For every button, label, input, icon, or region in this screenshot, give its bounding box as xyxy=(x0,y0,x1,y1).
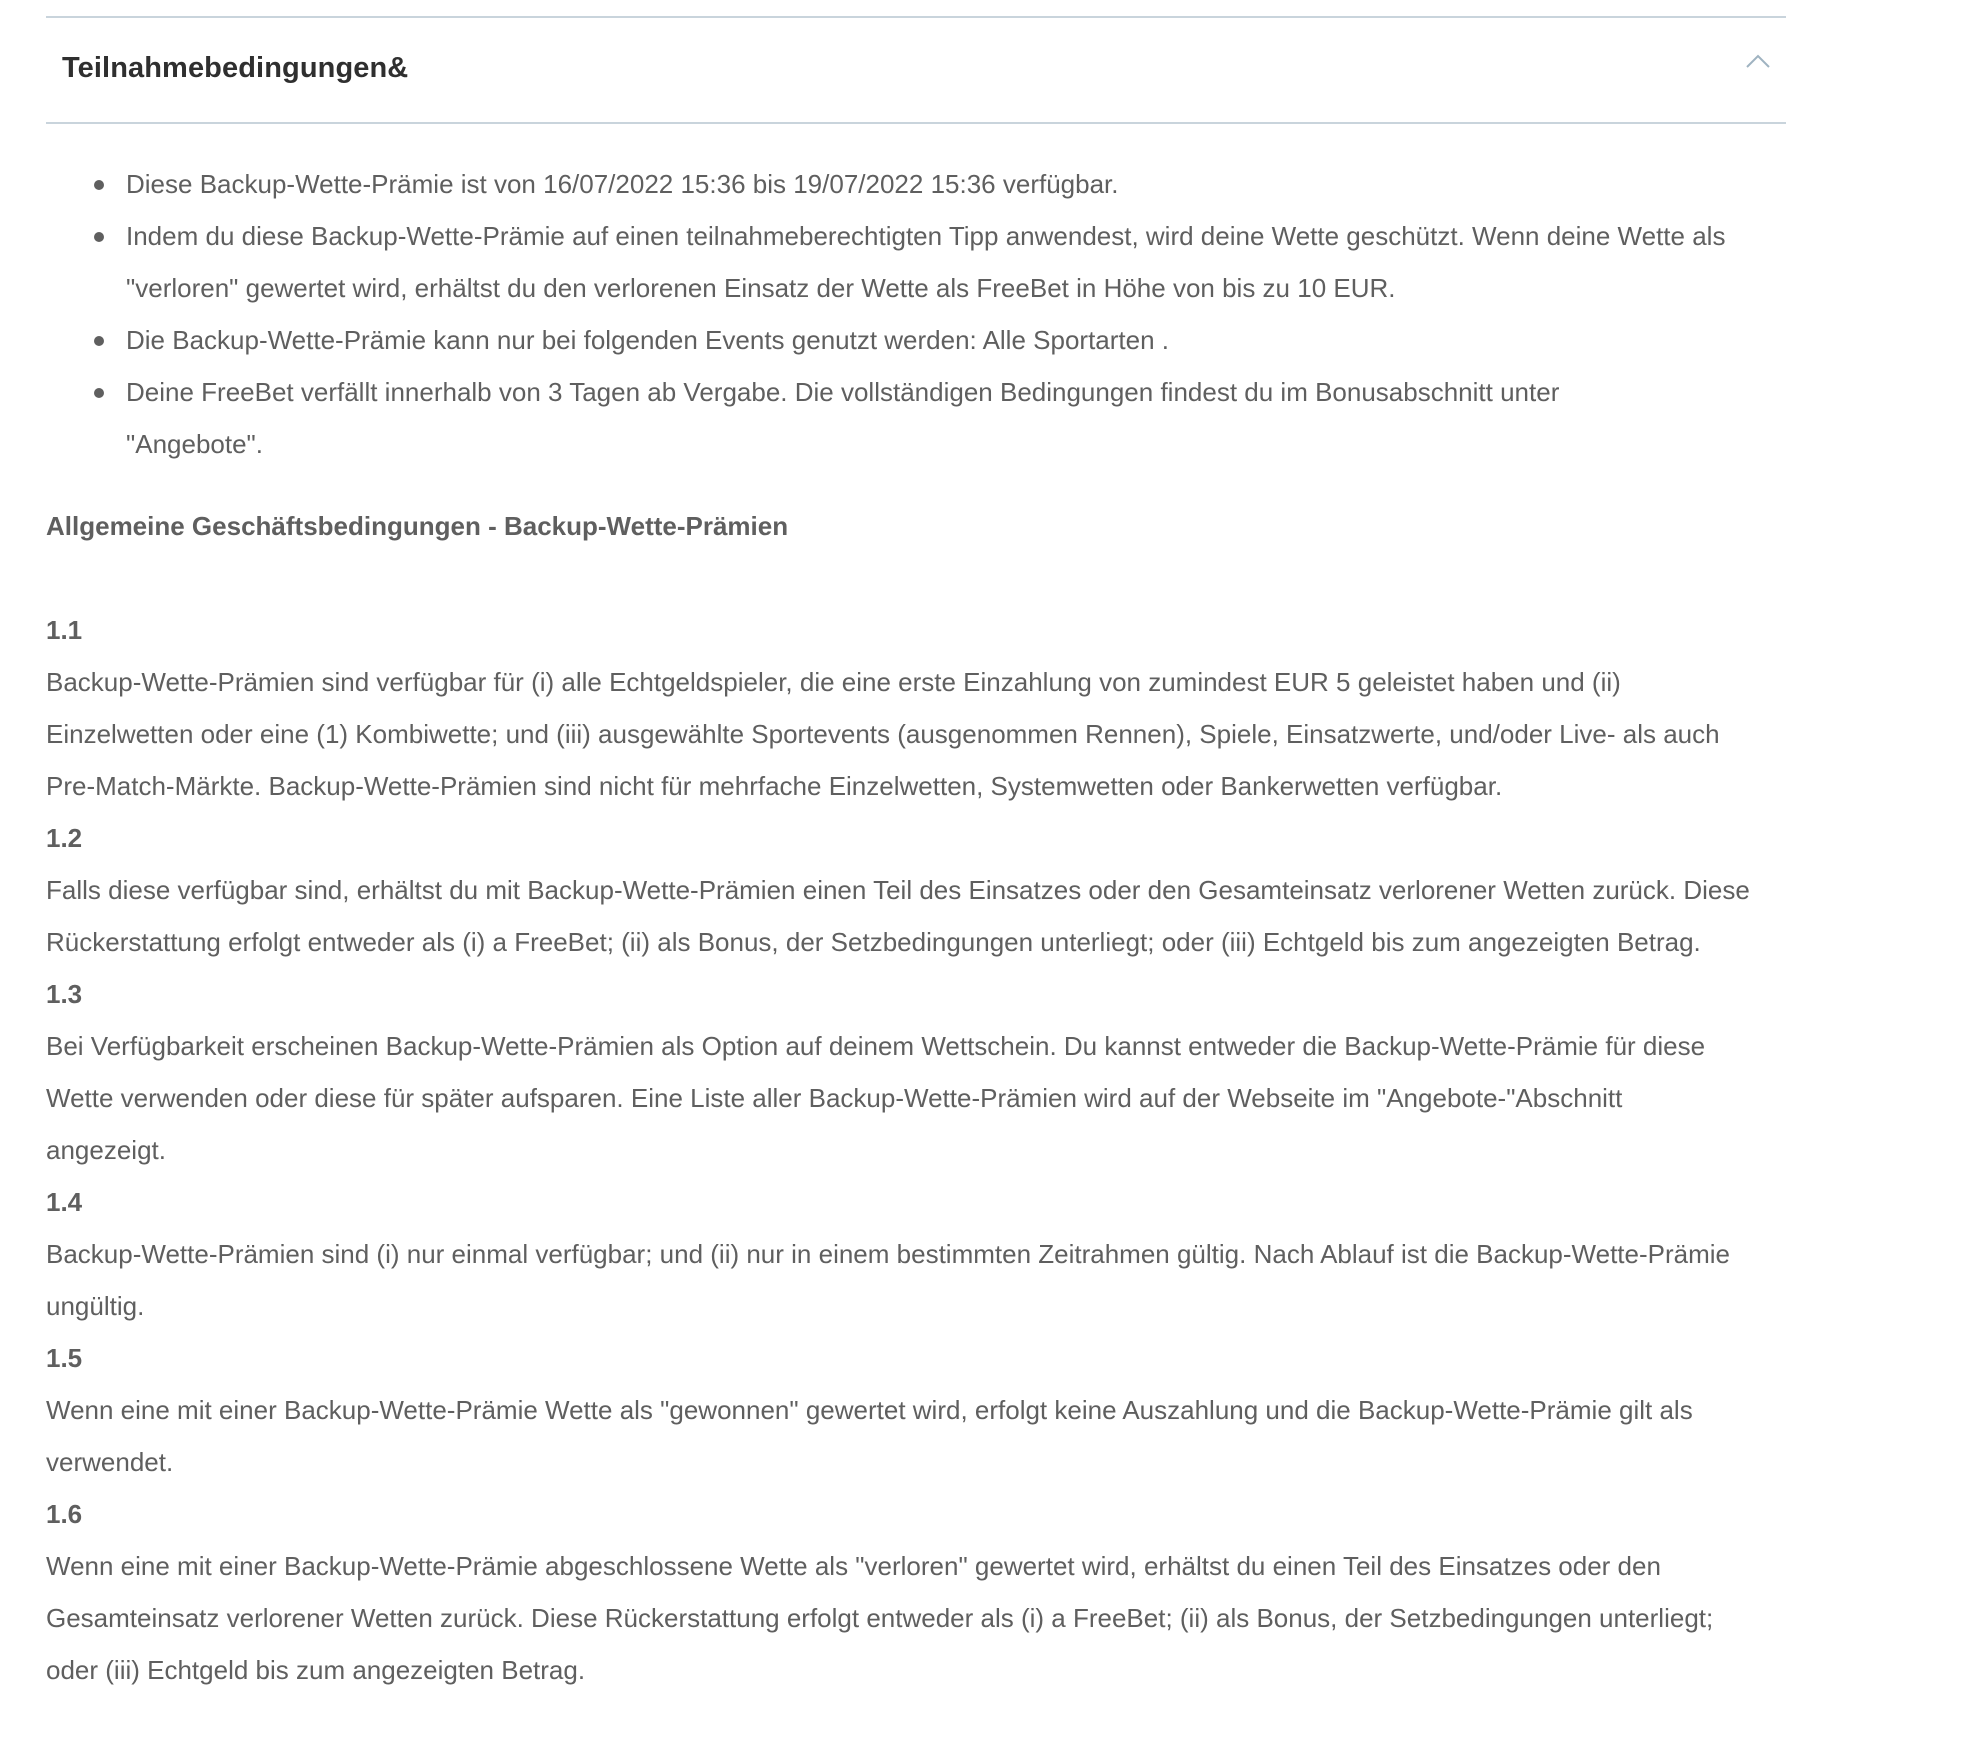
bullet-icon xyxy=(94,388,104,398)
bullet-text: Indem du diese Backup-Wette-Prämie auf einen teilnahmeberechtigten Tipp anwendest, wird deine Wette geschützt. Wenn deine Wette als "verloren" gewertet wird, erhältst du den verlorenen Einsatz der Wette als FreeBet in Höhe von bis zu 10 EUR. xyxy=(126,221,1726,303)
bullet-icon xyxy=(94,232,104,242)
clause-text: Bei Verfügbarkeit erscheinen Backup-Wette-Prämien als Option auf deinem Wettschein. Du kannst entweder die Backup-Wette-Prämie für diese Wette verwenden oder diese für später aufsparen. Eine Liste aller Backup-Wette-Prämien wird auf der Webseite im "Angebote-"Abschnitt angezeigt. xyxy=(46,1031,1706,1165)
accordion-title: Teilnahmebedingungen& xyxy=(62,52,409,84)
clause xyxy=(46,968,1786,1176)
chevron-up-icon[interactable] xyxy=(1744,48,1772,76)
clause xyxy=(46,604,1786,812)
clause-number: 1.1 xyxy=(46,615,83,645)
clause-number: 1.5 xyxy=(46,1343,83,1373)
clause-number: 1.6 xyxy=(46,1499,83,1529)
clause-text: Wenn eine mit einer Backup-Wette-Prämie abgeschlossene Wette als "verloren" gewertet wird, erhältst du einen Teil des Einsatzes oder den Gesamteinsatz verlorener Wetten zurück. Diese Rückerstattung erfolgt entweder als (i) a FreeBet; (ii) als Bonus, der Setzbedingungen unterliegt; oder (iii) Echtgeld bis zum angezeigten Betrag. xyxy=(46,1551,1714,1685)
accordion-content xyxy=(46,158,1786,1696)
clause-text: Backup-Wette-Prämien sind verfügbar für (i) alle Echtgeldspieler, die eine erste Einzahlung von zumindest EUR 5 geleistet haben und (ii) Einzelwetten oder eine (1) Kombiwette; und (iii) ausgewählte Sportevents (ausgenommen Rennen), Spiele, Einsatzwerte, und/oder Live- als auch Pre-Match-Märkte. Backup-Wette-Prämien sind nicht für mehrfache Einzelwetten, Systemwetten oder Bankerwetten verfügbar. xyxy=(46,667,1720,801)
bullet-list xyxy=(46,158,1786,470)
terms-heading: Allgemeine Geschäftsbedingungen - Backup-Wette-Prämien xyxy=(46,511,789,541)
clause xyxy=(46,1332,1786,1488)
clause-number: 1.2 xyxy=(46,823,83,853)
list-item xyxy=(46,158,1786,210)
clause-text: Falls diese verfügbar sind, erhältst du mit Backup-Wette-Prämien einen Teil des Einsatzes oder den Gesamteinsatz verlorener Wetten zurück. Diese Rückerstattung erfolgt entweder als (i) a FreeBet; (ii) als Bonus, der Setzbedingungen unterliegt; oder (iii) Echtgeld bis zum angezeigten Betrag. xyxy=(46,875,1750,957)
clause-number: 1.3 xyxy=(46,979,83,1009)
clause-number: 1.4 xyxy=(46,1187,83,1217)
clause-text: Wenn eine mit einer Backup-Wette-Prämie Wette als "gewonnen" gewertet wird, erfolgt keine Auszahlung und die Backup-Wette-Prämie gilt als verwendet. xyxy=(46,1395,1693,1477)
bullet-icon xyxy=(94,180,104,190)
clause xyxy=(46,1488,1786,1696)
list-item xyxy=(46,366,1786,470)
clause-text: Backup-Wette-Prämien sind (i) nur einmal verfügbar; und (ii) nur in einem bestimmten Zeitrahmen gültig. Nach Ablauf ist die Backup-Wette-Prämie ungültig. xyxy=(46,1239,1730,1321)
clause xyxy=(46,812,1786,968)
list-item xyxy=(46,314,1786,366)
list-item xyxy=(46,210,1786,314)
accordion-header-toggle[interactable] xyxy=(46,18,1786,124)
bullet-icon xyxy=(94,336,104,346)
bullet-text: Diese Backup-Wette-Prämie ist von 16/07/2022 15:36 bis 19/07/2022 15:36 verfügbar. xyxy=(126,169,1119,199)
bullet-text: Deine FreeBet verfällt innerhalb von 3 Tagen ab Vergabe. Die vollständigen Bedingungen findest du im Bonusabschnitt unter "Angebote". xyxy=(126,377,1560,459)
bullet-text: Die Backup-Wette-Prämie kann nur bei folgenden Events genutzt werden: Alle Sportarten . xyxy=(126,325,1169,355)
clause xyxy=(46,1176,1786,1332)
